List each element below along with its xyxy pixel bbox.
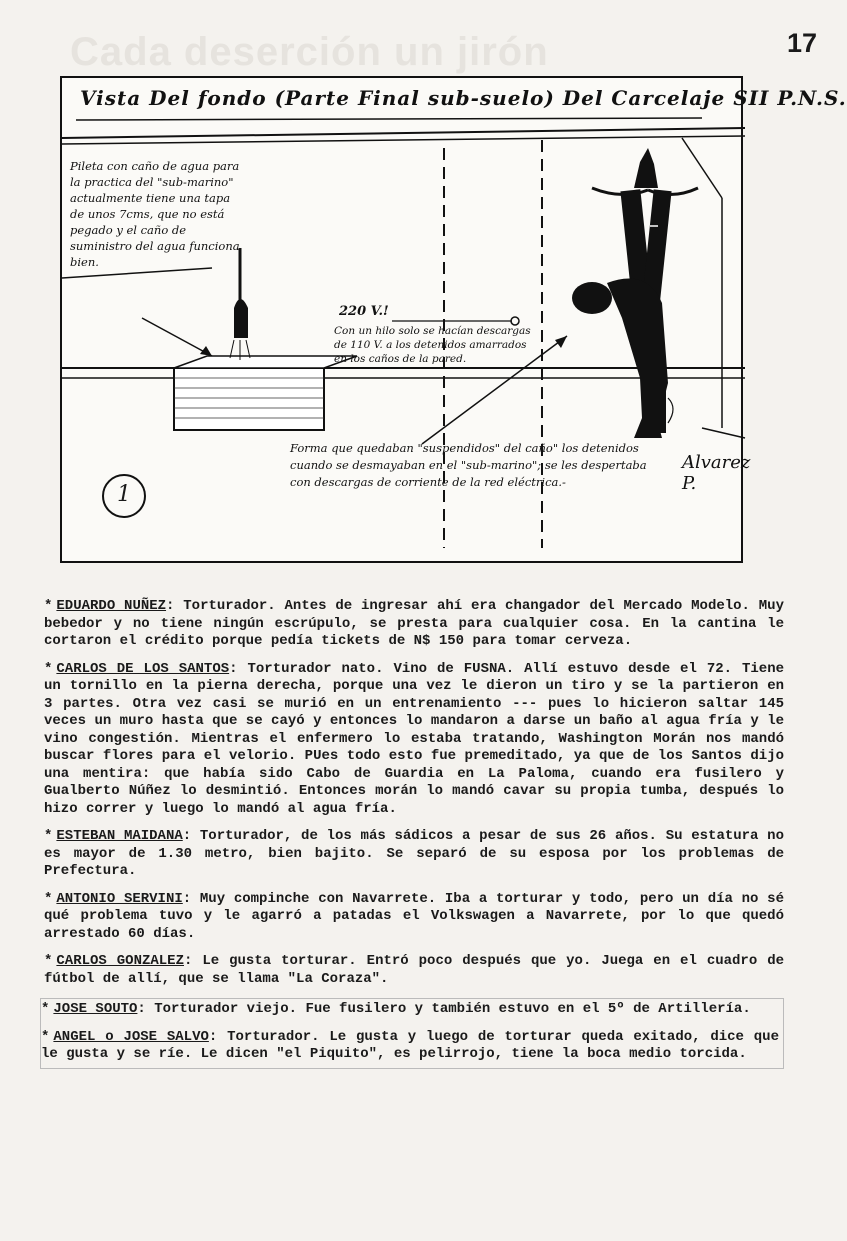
background-heading: Cada deserción un jirón (70, 30, 549, 74)
entry-name: ANGEL o JOSE SALVO (53, 1028, 209, 1045)
entry-name: JOSE SOUTO (53, 1001, 138, 1017)
figure-number: 1 (102, 474, 146, 518)
wire-note: Con un hilo solo se hacían descargas de 110 V. a los detenidos amarrados en los caños de la pared. (334, 325, 531, 365)
entry-text: : Muy compinche con Navarrete. Iba a torturar y todo, pero un día no sé qué problema tuvo y le agarró a patadas el Volkswagen a Navarrete, por lo que quedó arrestado 60 días. (44, 890, 784, 942)
suspension-note: Forma que quedaban "suspendidos" del caño" los detenidos cuando se desmayaban en el "sub-marino"; se les despertaba con descargas de corriente de la red eléctrica.- (290, 441, 647, 489)
entry-name: CARLOS DE LOS SANTOS (56, 660, 230, 677)
entry-carlos-gonzalez: * CARLOS GONZALEZ: Le gusta torturar. Entró poco después que yo. Juega en el cuadro de fútbol de allí, que se llama "La Coraza". (44, 953, 784, 987)
entry-esteban-maidana: * ESTEBAN MAIDANA: Torturador, de los más sádicos a pesar de sus 26 años. Su estatura no es mayor de 1.30 metro, bien bajito. Se separó de su esposa por los problemas de Prefectura. (44, 828, 784, 879)
entry-text: : Torturador. Antes de ingresar ahí era changador del Mercado Modelo. Muy bebedor y no tiene ningún escrúpulo, se presta para cualquier cosa. En la cantina le cortaron el crédito porque pedía tickets de N$ 150 para tomar cerveza. (44, 598, 784, 649)
entry-name: EDUARDO NUÑEZ (56, 598, 167, 614)
illustration-title: Vista Del fondo (Parte Final sub-suelo) Del Carcelaje SII P.N.S. (80, 86, 847, 110)
entry-text: : Le gusta torturar. Entró poco después que yo. Juega en el cuadro de fútbol de allí, que se llama "La Coraza". (44, 953, 784, 987)
entry-jose-souto: * JOSE SOUTO: Torturador viejo. Fue fusilero y también estuvo en el 5º de Artillería. (41, 1001, 751, 1017)
entry-carlos-de-los-santos: * CARLOS DE LOS SANTOS: Torturador nato. Vino de FUSNA. Allí estuvo desde el 72. Tiene un tornillo en la pierna derecha, porque una vez le dieron un tiro y se la partieron en 3 partes. Otra vez casi se murió en un entrenamiento --- pues lo hicieron saltar 145 veces un muro hasta que se cayó y entonces lo mandaron a darse un baño al agua fría y le vino congestión. Mientras el enfermero lo estaba tratando, Washington Morán nos mandó buscar flores para el velorio. PUes todo esto fue premeditado, ya que de los Santos dijo una mentira: que había sido Cabo de Guardia en La Paloma, cuando era fusilero y Gualberto Núñez lo desmintió. Entonces morán lo mandó cavar su propia tumba, después lo hizo correr y luego lo mandó al agua fría. (44, 660, 784, 817)
perpetrator-list (41, 598, 784, 1069)
page-number: 17 (786, 28, 817, 58)
entry-text: : Torturador viejo. Fue fusilero y también estuvo en el 5º de Artillería. (137, 1001, 751, 1017)
entry-eduardo-nunez: * EDUARDO NUÑEZ: Torturador. Antes de ingresar ahí era changador del Mercado Modelo. Muy bebedor y no tiene ningún escrúpulo, se presta para cualquier cosa. En la cantina le cortaron el crédito porque pedía tickets de N$ 150 para tomar cerveza. (44, 598, 784, 649)
entry-text: : Torturador nato. Vino de FUSNA. Allí estuvo desde el 72. Tiene un tornillo en la pierna derecha, porque una vez le dieron un tiro y se la partieron en 3 partes. Otra vez casi se murió en un entrenamiento --- pues lo hicieron saltar 145 veces un muro hasta que se cayó y entonces lo mandaron a darse un baño al agua fría y le vino congestión. Mientras el enfermero lo estaba tratando, Washington Morán nos mandó buscar flores para el velorio. PUes todo esto fue premeditado, ya que de los Santos dijo una mentira: que había sido Cabo de Guardia en La Paloma, cuando era fusilero y Gualberto Núñez lo desmintió. Entonces morán lo mandó cavar su propia tumba, después lo hizo correr y luego lo mandó al agua fría. (44, 660, 784, 817)
boxed-entries (40, 998, 784, 1069)
artist-signature: Alvarez P. (682, 452, 751, 494)
entry-text: : Torturador, de los más sádicos a pesar de sus 26 años. Su estatura no es mayor de 1.30 metro, bien bajito. Se separó de su esposa por los problemas de Prefectura. (44, 828, 784, 879)
entry-name: ANTONIO SERVINI (56, 890, 183, 907)
entry-name: CARLOS GONZALEZ (56, 953, 184, 969)
prison-illustration (60, 76, 847, 563)
voltage-label: 220 V.! (339, 304, 389, 319)
pool-note: Pileta con caño de agua para la practica del "sub-marino" actualmente tiene una tapa de unos 7cms, que no está pegado y el caño de suministro del agua funciona bien. (70, 159, 240, 269)
entry-text: : Torturador. Le gusta y luego de torturar queda exitado, dice que le gusta y se ríe. Le dicen "el Piquito", es pelirrojo, tiene la boca medio torcida. (41, 1028, 779, 1062)
illustration-drawing (62, 78, 745, 565)
entry-name: ESTEBAN MAIDANA (56, 828, 183, 844)
entry-antonio-servini: * ANTONIO SERVINI: Muy compinche con Navarrete. Iba a torturar y todo, pero un día no sé qué problema tuvo y le agarró a patadas el Volkswagen a Navarrete, por lo que quedó arrestado 60 días. (44, 890, 784, 942)
entry-angel-jose-salvo: * ANGEL o JOSE SALVO: Torturador. Le gusta y luego de torturar queda exitado, dice que le gusta y se ríe. Le dicen "el Piquito", es pelirrojo, tiene la boca medio torcida. (41, 1028, 779, 1062)
